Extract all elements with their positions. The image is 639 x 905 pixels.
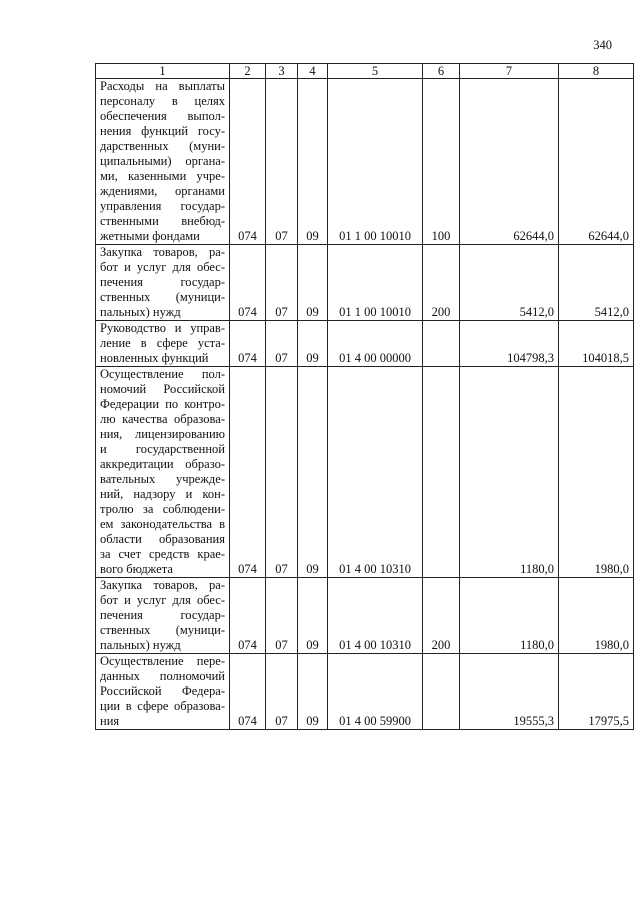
col-section: 07 — [266, 321, 298, 367]
page-number: 340 — [593, 38, 612, 52]
row-name-line: лю качества образова- — [100, 412, 225, 426]
row-name-line: ципальными) органа- — [100, 154, 225, 168]
row-name-line: печения государ- — [100, 275, 225, 289]
col-target-code: 01 1 00 10010 — [328, 79, 423, 245]
col-admin-code: 074 — [230, 654, 266, 730]
row-name-line: ственными внебюд- — [100, 214, 225, 228]
col-expense-type — [423, 367, 460, 578]
row-name-line: вого бюджета — [100, 562, 173, 576]
row-name-line: тролю за соблюдени- — [100, 502, 225, 516]
row-name-line: ний, надзору и кон- — [100, 487, 225, 501]
row-name — [96, 321, 230, 367]
header-row — [96, 64, 634, 79]
col-expense-type: 200 — [423, 245, 460, 321]
row-name-line: Осуществление пол- — [100, 367, 225, 381]
header-col-6: 6 — [423, 64, 460, 79]
col-amount-year-2: 5412,0 — [559, 245, 634, 321]
col-section: 07 — [266, 79, 298, 245]
row-name-line: ния — [100, 714, 120, 728]
row-name-line: Федерации по контро- — [100, 397, 225, 411]
col-amount-year-1: 62644,0 — [460, 79, 559, 245]
col-section: 07 — [266, 578, 298, 654]
row-name-line: печения государ- — [100, 608, 225, 622]
row-name-line: пальных) нужд — [100, 638, 181, 652]
row-name-line: ния, лицензированию — [100, 427, 225, 441]
row-name-line: аккредитации образо- — [100, 457, 225, 471]
col-target-code: 01 4 00 10310 — [328, 367, 423, 578]
col-admin-code: 074 — [230, 367, 266, 578]
col-expense-type: 200 — [423, 578, 460, 654]
col-subsection: 09 — [298, 79, 328, 245]
row-name-line: Закупка товаров, ра- — [100, 578, 225, 592]
table-row — [96, 654, 634, 730]
row-name-line: жетными фондами — [100, 229, 200, 243]
col-amount-year-1: 19555,3 — [460, 654, 559, 730]
table-row — [96, 367, 634, 578]
row-name — [96, 79, 230, 245]
col-subsection: 09 — [298, 321, 328, 367]
col-subsection: 09 — [298, 367, 328, 578]
table-row — [96, 79, 634, 245]
row-name-line: новленных функций — [100, 351, 209, 365]
row-name-line: персоналу в целях — [100, 94, 225, 108]
col-expense-type — [423, 321, 460, 367]
header-col-8: 8 — [559, 64, 634, 79]
row-name-line: ми, казенными учре- — [100, 169, 225, 183]
row-name-line: вательных учрежде- — [100, 472, 225, 486]
col-amount-year-2: 17975,5 — [559, 654, 634, 730]
col-amount-year-1: 5412,0 — [460, 245, 559, 321]
row-name-line: Руководство и управ- — [100, 321, 225, 335]
row-name-line: ление в сфере уста- — [100, 336, 225, 350]
col-section: 07 — [266, 367, 298, 578]
col-amount-year-1: 104798,3 — [460, 321, 559, 367]
col-expense-type — [423, 654, 460, 730]
table-row — [96, 245, 634, 321]
row-name-line: и государственной — [100, 442, 225, 456]
row-name-line: Закупка товаров, ра- — [100, 245, 225, 259]
row-name-line: Расходы на выплаты — [100, 79, 225, 93]
table-row — [96, 578, 634, 654]
row-name-line: нения функций госу- — [100, 124, 225, 138]
col-amount-year-2: 1980,0 — [559, 578, 634, 654]
col-amount-year-2: 62644,0 — [559, 79, 634, 245]
row-name-line: Осуществление пере- — [100, 654, 225, 668]
row-name-line: дарственных (муни- — [100, 139, 225, 153]
table-row — [96, 321, 634, 367]
row-name-line: ции в сфере образова- — [100, 699, 225, 713]
row-name-line: обеспечения выпол- — [100, 109, 225, 123]
header-col-1: 1 — [96, 64, 230, 79]
col-amount-year-2: 1980,0 — [559, 367, 634, 578]
row-name-line: за счет средств крае- — [100, 547, 225, 561]
row-name-line: ственных (муници- — [100, 623, 225, 637]
row-name-line: управления государ- — [100, 199, 225, 213]
col-subsection: 09 — [298, 654, 328, 730]
header-col-5: 5 — [328, 64, 423, 79]
col-amount-year-1: 1180,0 — [460, 578, 559, 654]
col-subsection: 09 — [298, 578, 328, 654]
row-name-line: пальных) нужд — [100, 305, 181, 319]
row-name-line: номочий Российской — [100, 382, 225, 396]
row-name-line: ждениями, органами — [100, 184, 225, 198]
col-expense-type: 100 — [423, 79, 460, 245]
col-target-code: 01 4 00 59900 — [328, 654, 423, 730]
row-name-line: бот и услуг для обес- — [100, 593, 225, 607]
row-name — [96, 578, 230, 654]
row-name — [96, 654, 230, 730]
col-admin-code: 074 — [230, 245, 266, 321]
row-name-line: ственных (муници- — [100, 290, 225, 304]
header-col-7: 7 — [460, 64, 559, 79]
row-name-line: данных полномочий — [100, 669, 225, 683]
row-name — [96, 245, 230, 321]
col-section: 07 — [266, 245, 298, 321]
row-name-line: Российской Федера- — [100, 684, 225, 698]
col-amount-year-2: 104018,5 — [559, 321, 634, 367]
col-admin-code: 074 — [230, 578, 266, 654]
row-name-line: бот и услуг для обес- — [100, 260, 225, 274]
col-target-code: 01 4 00 00000 — [328, 321, 423, 367]
col-target-code: 01 1 00 10010 — [328, 245, 423, 321]
col-admin-code: 074 — [230, 79, 266, 245]
col-target-code: 01 4 00 10310 — [328, 578, 423, 654]
col-subsection: 09 — [298, 245, 328, 321]
budget-table — [95, 63, 634, 730]
col-admin-code: 074 — [230, 321, 266, 367]
col-amount-year-1: 1180,0 — [460, 367, 559, 578]
row-name-line: области образования — [100, 532, 225, 546]
header-col-2: 2 — [230, 64, 266, 79]
col-section: 07 — [266, 654, 298, 730]
header-col-3: 3 — [266, 64, 298, 79]
row-name — [96, 367, 230, 578]
row-name-line: ем законодательства в — [100, 517, 225, 531]
header-col-4: 4 — [298, 64, 328, 79]
